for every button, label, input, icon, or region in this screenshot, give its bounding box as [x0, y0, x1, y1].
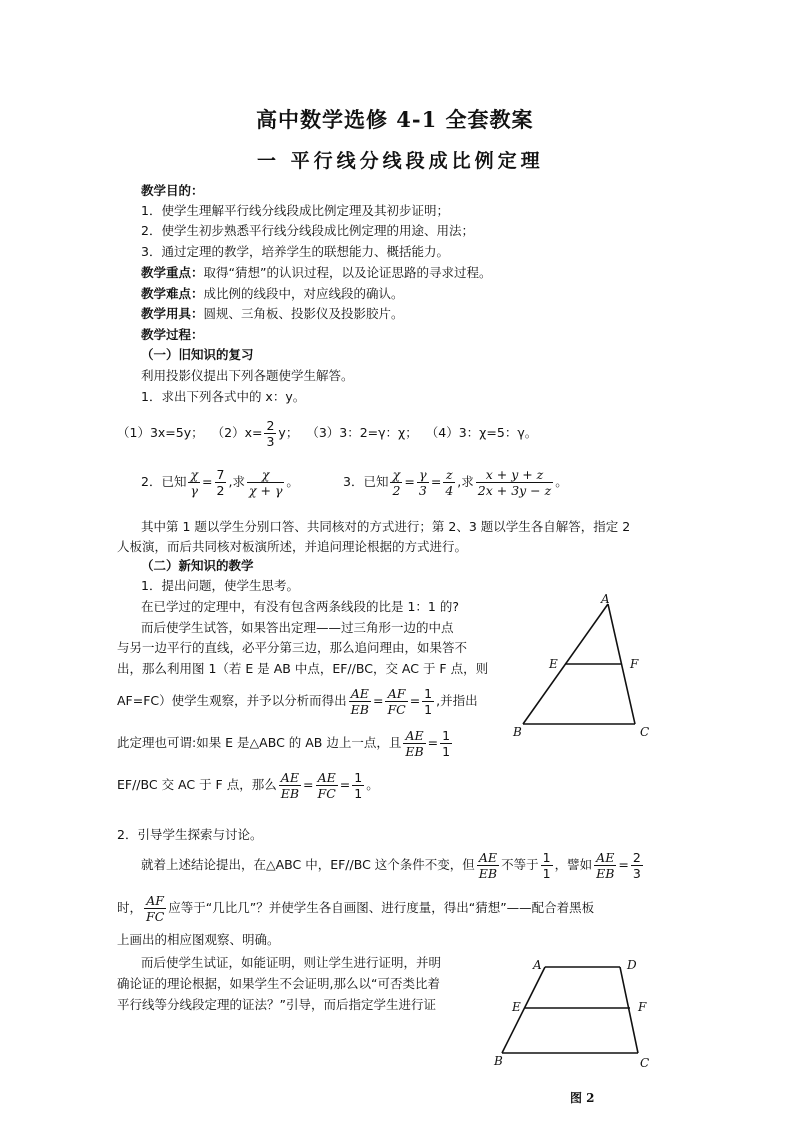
fraction-ae-eb: [477, 850, 499, 881]
q2-fraction-1: [188, 467, 200, 498]
fraction-ae-eb: [594, 850, 616, 881]
figure-2-caption: 图 2: [570, 1091, 595, 1105]
page-title: 高中数学选修 4-1 全套教案: [256, 107, 534, 132]
figure-1-triangle: [505, 592, 675, 744]
equals-sign: =: [430, 474, 442, 489]
fraction-denominator: γ: [190, 482, 198, 498]
fraction-denominator: EB: [280, 785, 300, 801]
fraction-ae-eb: [403, 728, 425, 759]
p2-line-1-pre: 就着上述结论提出，在△ABC 中，EF//BC 这个条件不变，但: [141, 857, 475, 872]
line-5-pre: AF=FC）使学生观察，并予以分析而得出: [117, 693, 347, 708]
p2-line-2-pre: 时，: [117, 900, 143, 915]
review-note-line-2: 人板演，而后共同核对板演所述，并追问理论根据的方式进行。: [117, 539, 468, 554]
q1-item-2-pre: （2）x=: [211, 425, 263, 440]
equals-sign: =: [404, 474, 415, 489]
fraction-denominator: 1: [542, 865, 551, 881]
q3-fraction-1: [390, 467, 402, 498]
difficulty-label: 教学难点：: [141, 286, 204, 301]
fraction-numerator: AF: [385, 686, 407, 702]
step-2-heading: 2．引导学生探索与讨论。: [117, 827, 263, 842]
para-2-line-2: [117, 887, 594, 929]
q1-item-2-post: y；: [278, 425, 299, 440]
review-q1-items: [117, 411, 537, 455]
equals-sign: =: [618, 857, 629, 872]
fraction-denominator: EB: [478, 865, 498, 881]
fraction-numerator: 1: [442, 727, 451, 743]
para-3-line-1: 而后使学生试证，如能证明，则让学生进行证明，并明: [141, 955, 442, 970]
review-heading: （一）旧知识的复习: [141, 347, 254, 362]
fraction-denominator: χ + γ: [248, 482, 283, 498]
fraction-denominator: 3: [266, 433, 275, 449]
review-q2: [141, 460, 299, 504]
para-1-line-7: [117, 764, 379, 806]
q1-item-3: （3）3：2=γ：χ；: [306, 425, 418, 440]
fraction-denominator: EB: [405, 743, 424, 759]
section-subtitle: 一 平行线分线段成比例定理: [257, 150, 544, 172]
fraction-denominator: 1: [354, 785, 363, 801]
key-point-text: 取得“猜想”的认识过程，以及论证思路的寻求过程。: [203, 265, 492, 280]
key-point-line: [141, 265, 491, 281]
q2-pre: 2．已知: [141, 474, 187, 489]
fraction-numerator: AE: [316, 770, 338, 786]
p2-line-1-post: ，譬如: [554, 857, 593, 872]
fraction-numerator: z: [443, 467, 455, 483]
aim-item-1: 1．使学生理解平行线分线段成比例定理及其初步证明；: [141, 203, 449, 218]
q2-fraction-3: [247, 467, 284, 498]
fraction-numerator: 1: [354, 769, 363, 785]
aim-item-2: 2．使学生初步熟悉平行线分线段成比例定理的用途、用法；: [141, 223, 474, 238]
para-1-line-4: 出，那么利用图 1（若 E 是 AB 中点，EF//BC，交 AC 于 F 点，则: [117, 661, 489, 676]
fraction-numerator: χ: [247, 467, 284, 483]
para-2-line-1: [141, 843, 645, 887]
step-1-heading: 1．提出问题，使学生思考。: [141, 578, 299, 593]
review-intro: 利用投影仪提出下列各题使学生解答。: [141, 368, 354, 383]
equals-sign: =: [409, 693, 421, 708]
fraction-denominator: 1: [442, 743, 451, 759]
label-e: E: [549, 657, 558, 671]
p2-line-1-mid: 不等于: [501, 857, 539, 872]
aim-item-3: 3．通过定理的教学，培养学生的联想能力、概括能力。: [141, 244, 449, 259]
q1-item-4: （4）3：χ=5：γ。: [425, 425, 538, 440]
fraction-numerator: AE: [349, 686, 371, 702]
para-1-line-6: [117, 722, 454, 764]
q3-post: 。: [555, 474, 568, 489]
fraction-numerator: x + y + z: [476, 467, 553, 483]
fraction-denominator: EB: [350, 701, 369, 717]
label-b: B: [513, 725, 522, 739]
label-b: B: [494, 1054, 503, 1068]
fraction-denominator: 3: [418, 482, 427, 498]
q3-mid: ,求: [457, 474, 474, 489]
fraction-denominator: FC: [146, 908, 165, 924]
fraction-denominator: 2: [392, 482, 401, 498]
label-c: C: [640, 1056, 650, 1070]
label-e: E: [512, 1000, 521, 1014]
fraction-numerator: AE: [403, 728, 425, 744]
fraction-numerator: 7: [216, 466, 225, 482]
label-a: A: [601, 592, 610, 606]
difficulty-text: 成比例的线段中，对应线段的确认。: [203, 286, 404, 301]
difficulty-line: [141, 286, 404, 302]
aims-heading: 教学目的：: [141, 183, 204, 198]
equals-sign: =: [372, 693, 384, 708]
fraction-numerator: 1: [542, 849, 551, 865]
fraction-numerator: χ: [390, 467, 402, 483]
tools-line: [141, 306, 404, 322]
fraction-numerator: 1: [424, 685, 433, 701]
fraction-denominator: EB: [596, 865, 615, 881]
fraction-two-three: [631, 850, 643, 881]
key-point-label: 教学重点：: [141, 265, 204, 280]
fraction-denominator: FC: [387, 701, 406, 717]
figure-2-trapezoid: [488, 955, 668, 1075]
fraction-ae-fc: [316, 770, 338, 801]
new-knowledge-heading: （二）新知识的教学: [141, 558, 254, 573]
fraction-one-one: [440, 728, 452, 759]
fraction-numerator: 2: [266, 417, 275, 433]
para-1-line-2: 而后使学生试答，如果答出定理——过三角形一边的中点: [141, 620, 454, 635]
line-7-post: 。: [366, 777, 379, 792]
q2-fraction-2: [215, 467, 227, 498]
line-7-pre: EF//BC 交 AC 于 F 点，那么: [117, 777, 277, 792]
label-f: F: [638, 1000, 647, 1014]
fraction-numerator: χ: [190, 466, 199, 482]
fraction-one-one: [352, 770, 364, 801]
label-a: A: [533, 958, 542, 972]
review-q1: 1．求出下列各式中的 x：y。: [141, 389, 306, 404]
label-c: C: [640, 725, 650, 739]
equals-sign: =: [339, 777, 351, 792]
equals-sign: =: [303, 777, 314, 792]
q2-post: 。: [286, 474, 299, 489]
fraction-numerator: AF: [144, 893, 166, 909]
q1-item-1: （1）3x=5y；: [117, 425, 204, 440]
process-heading: 教学过程：: [141, 327, 204, 342]
fraction-denominator: 2x + 3y − z: [477, 482, 552, 498]
q3-fraction-2: [417, 467, 429, 498]
q1-item-2-fraction: [264, 418, 276, 449]
fraction-one-one: [541, 850, 553, 881]
para-2-line-3: 上画出的相应图观察、明确。: [117, 932, 280, 947]
review-note-line-1: 其中第 1 题以学生分别口答、共同核对的方式进行；第 2、3 题以学生各自解答，指定 2: [141, 519, 631, 534]
fraction-one-one: [422, 686, 434, 717]
q2-mid: ,求: [228, 474, 245, 489]
fraction-numerator: γ: [417, 467, 429, 483]
label-d: D: [627, 958, 637, 972]
fraction-denominator: 4: [445, 482, 454, 498]
fraction-af-fc: [144, 893, 166, 924]
fraction-denominator: 3: [632, 865, 641, 881]
para-1-line-5: [117, 680, 478, 722]
fraction-numerator: 2: [632, 849, 641, 865]
fraction-denominator: FC: [317, 785, 336, 801]
fraction-denominator: 1: [424, 701, 433, 717]
fraction-ae-eb: [279, 770, 301, 801]
tools-label: 教学用具：: [141, 306, 204, 321]
para-1-line-3: 与另一边平行的直线，必平分第三边，那么追问理由，如果答不: [117, 640, 468, 655]
q3-fraction-4: [476, 467, 553, 498]
label-f: F: [630, 657, 639, 671]
fraction-af-fc: [385, 686, 407, 717]
fraction-ae-eb: [349, 686, 371, 717]
para-1-line-1: 在已学过的定理中，有没有包含两条线段的比是 1：1 的?: [141, 599, 459, 614]
fraction-numerator: AE: [279, 770, 301, 786]
fraction-numerator: AE: [594, 850, 616, 866]
q3-fraction-3: [443, 467, 455, 498]
p2-line-2-post: 应等于“几比几”？并使学生各自画图、进行度量，得出“猜想”——配合着黑板: [168, 900, 595, 915]
equals-sign: =: [202, 474, 213, 489]
review-q3: [343, 460, 568, 504]
fraction-denominator: 2: [216, 482, 225, 498]
line-5-post: ,并指出: [436, 693, 478, 708]
fraction-numerator: AE: [477, 850, 499, 866]
para-3-line-3: 平行线等分线段定理的证法？”引导，而后指定学生进行证: [117, 997, 436, 1012]
q3-pre: 3．已知: [343, 474, 389, 489]
line-6-pre: 此定理也可谓:如果 E 是△ABC 的 AB 边上一点，且: [117, 735, 402, 750]
equals-sign: =: [427, 735, 439, 750]
para-3-line-2: 确论证的理论根据，如果学生不会证明,那么以“可否类比着: [117, 976, 440, 991]
tools-text: 圆规、三角板、投影仪及投影胶片。: [203, 306, 404, 321]
